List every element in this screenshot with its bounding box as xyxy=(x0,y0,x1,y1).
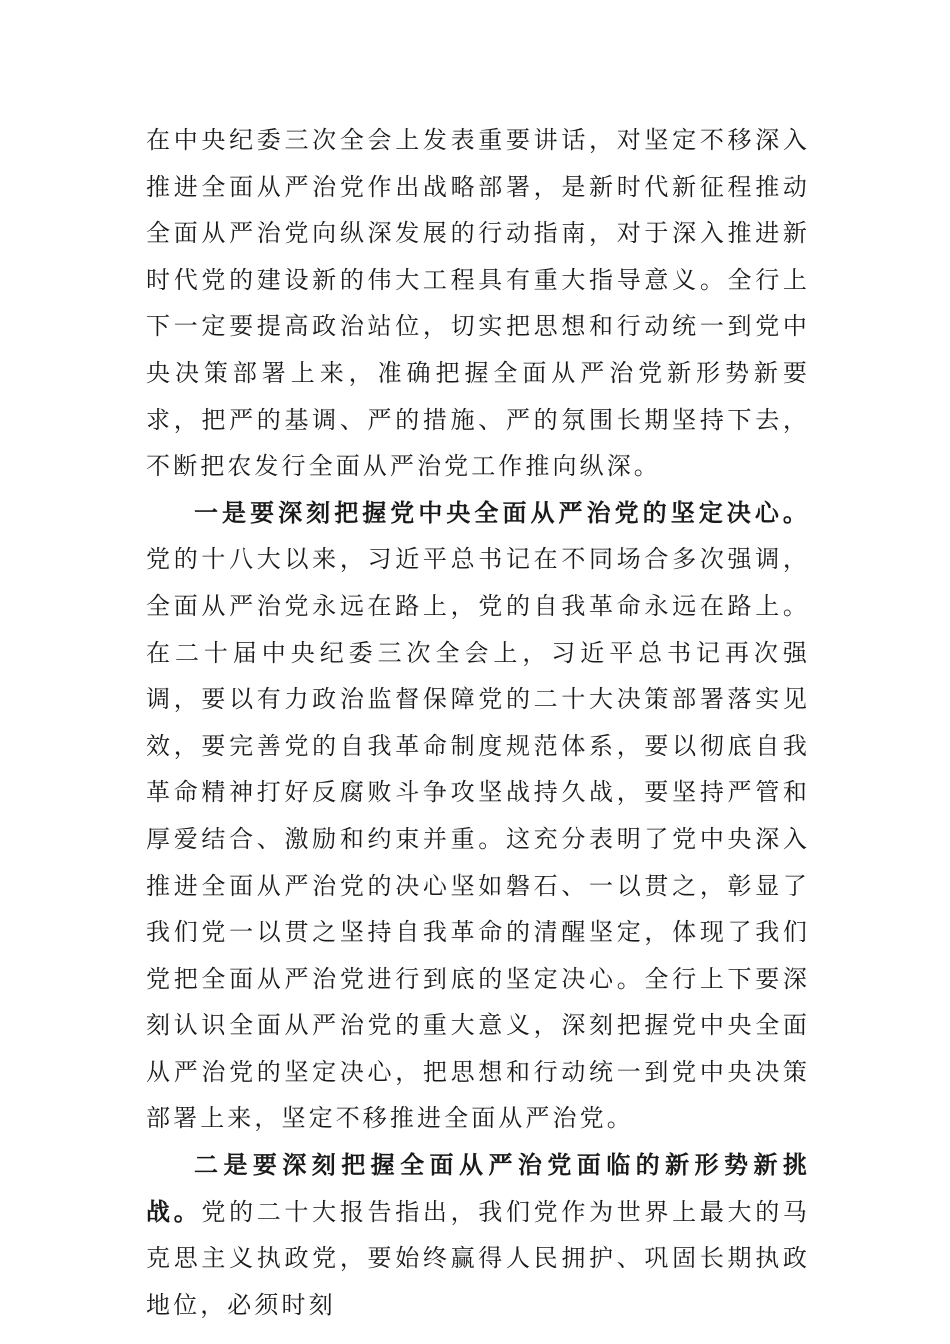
paragraph-continuation xyxy=(146,117,810,490)
paragraph-heading-point-two: 二是要深刻把握全面从严治党面临的新形势新挑战。 xyxy=(146,1150,810,1226)
document-body xyxy=(146,117,810,1328)
paragraph-heading-point-one: 一是要深刻把握党中央全面从严治党的坚定决心。 xyxy=(194,497,810,527)
paragraph-text: 党的十八大以来，习近平总书记在不同场合多次强调，全面从严治党永远在路上，党的自我革命永远在路上。在二十届中央纪委三次全会上，习近平总书记再次强调，要以有力政治监督保障党的二十大决策部署落实见效，要完善党的自我革命制度规范体系，要以彻底自我革命精神打好反腐败斗争攻坚战持久战，要坚持严管和厚爱结合、激励和约束并重。这充分表明了党中央深入推进全面从严治党的决心坚如磐石、一以贯之，彰显了我们党一以贯之坚持自我革命的清醒坚定，体现了我们党把全面从严治党进行到底的坚定决心。全行上下要深刻认识全面从严治党的重大意义，深刻把握党中央全面从严治党的坚定决心，把思想和行动统一到党中央决策部署上来，坚定不移推进全面从严治党。 xyxy=(146,545,810,1133)
paragraph-point-two xyxy=(146,1142,810,1328)
paragraph-text: 党的二十大报告指出，我们党作为世界上最大的马克思主义执政党，要始终赢得人民拥护、巩固长期执政地位，必须时刻 xyxy=(146,1197,811,1319)
paragraph-text: 在中央纪委三次全会上发表重要讲话，对坚定不移深入推进全面从严治党作出战略部署，是新时代新征程推动全面从严治党向纵深发展的行动指南，对于深入推进新时代党的建设新的伟大工程具有重大指导意义。全行上下一定要提高政治站位，切实把思想和行动统一到党中央决策部署上来，准确把握全面从严治党新形势新要求，把严的基调、严的措施、严的氛围长期坚持下去，不断把农发行全面从严治党工作推向纵深。 xyxy=(146,126,810,481)
paragraph-point-one xyxy=(146,490,810,1142)
